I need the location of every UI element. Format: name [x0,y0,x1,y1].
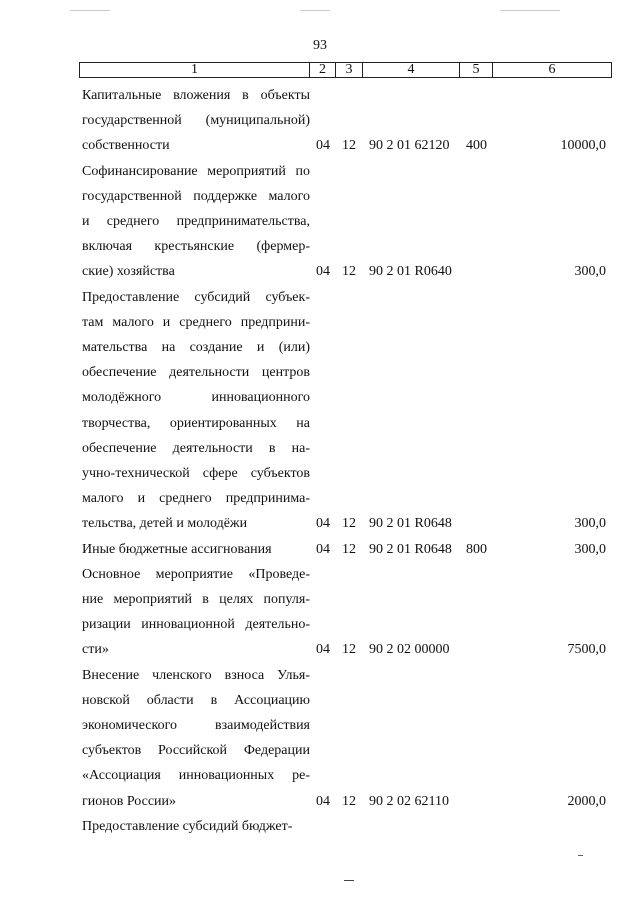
description-line: сти» [82,642,109,658]
table-header [79,62,612,78]
row-amount: 2000,0 [567,793,606,809]
description-line: мательства на создание и (или) [82,340,310,355]
header-col-1: 1 [191,62,198,77]
row-code-pr: 12 [342,541,356,557]
scan-speck [578,855,583,856]
row-description [82,562,310,663]
header-col-6: 6 [492,62,611,78]
row-description [82,83,310,159]
scan-speck [500,10,560,11]
header-col-4: 4 [362,62,459,78]
description-line: включая крестьянские (фермер- [82,239,310,255]
row-amount: 10000,0 [560,138,606,154]
description-line: учно-технической сфере субъектов [82,466,310,482]
description-line: Предоставление субсидий субъек- [82,289,310,305]
header-col-2: 2 [309,62,335,78]
description-line: малого и среднего предпринима- [82,491,310,507]
description-line: ние мероприятий в целях популя- [82,592,310,607]
row-code-rz: 04 [316,516,330,532]
row-amount: 300,0 [574,541,606,557]
row-code-pr: 12 [342,138,356,154]
row-description [82,537,310,562]
page-number: 93 [313,38,327,53]
row-code-pr: 12 [342,516,356,532]
row-code-rz: 04 [316,264,330,280]
row-code-csr: 90 2 01 R0648 [369,541,452,557]
description-line: ризации инновационной деятельно- [82,617,310,633]
header-col-5: 5 [459,62,492,78]
description-line: гионов России» [82,793,177,809]
description-line: Иные бюджетные ассигнования [82,541,272,557]
description-line: Предоставление субсидий бюджет- [82,818,293,834]
row-amount: 7500,0 [567,642,606,658]
row-description [82,159,310,285]
description-line: ские) хозяйства [82,264,175,280]
description-line: и среднего предпринимательства, [82,214,310,229]
scan-speck [344,880,354,881]
row-code-vr: 800 [466,541,487,557]
row-code-csr: 90 2 02 00000 [369,642,450,658]
row-code-pr: 12 [342,793,356,809]
description-line: Капитальные вложения в объекты [82,88,310,103]
description-line: тельства, детей и молодёжи [82,516,248,532]
description-line: Внесение членского взноса Улья- [82,667,310,683]
description-line: государственной поддержке малого [82,188,310,204]
row-code-rz: 04 [316,793,330,809]
description-line: экономического взаимодействия [82,718,310,733]
row-code-rz: 04 [316,138,330,154]
description-line: молодёжного инновационного [82,390,310,406]
scan-speck [70,10,110,11]
description-line: Основное мероприятие «Проведе- [82,566,310,582]
description-line: «Ассоциация инновационных ре- [82,768,310,784]
header-col-3: 3 [335,62,362,78]
row-amount: 300,0 [574,264,606,280]
row-code-rz: 04 [316,642,330,658]
row-code-csr: 90 2 01 R0640 [369,264,452,280]
row-code-pr: 12 [342,264,356,280]
description-line: творчества, ориентированных на [82,415,310,431]
row-code-vr: 400 [466,138,487,154]
description-line: новской области в Ассоциацию [82,692,310,708]
row-code-csr: 90 2 01 62120 [369,138,450,154]
scan-speck [300,10,330,11]
row-code-csr: 90 2 01 R0648 [369,516,452,532]
row-amount: 300,0 [574,516,606,532]
row-code-pr: 12 [342,642,356,658]
description-line: Софинансирование мероприятий по [82,163,310,179]
row-description [82,663,310,814]
row-code-rz: 04 [316,541,330,557]
description-line: там малого и среднего предприни- [82,314,310,330]
description-line: обеспечение деятельности центров [82,365,310,381]
row-description [82,285,310,537]
description-line: обеспечение деятельности в на- [82,440,310,456]
description-line: государственной (муниципальной) [82,113,310,129]
description-line: собственности [82,138,170,154]
description-line: субъектов Российской Федерации [82,743,310,759]
row-description [82,814,310,839]
row-code-csr: 90 2 02 62110 [369,793,449,809]
